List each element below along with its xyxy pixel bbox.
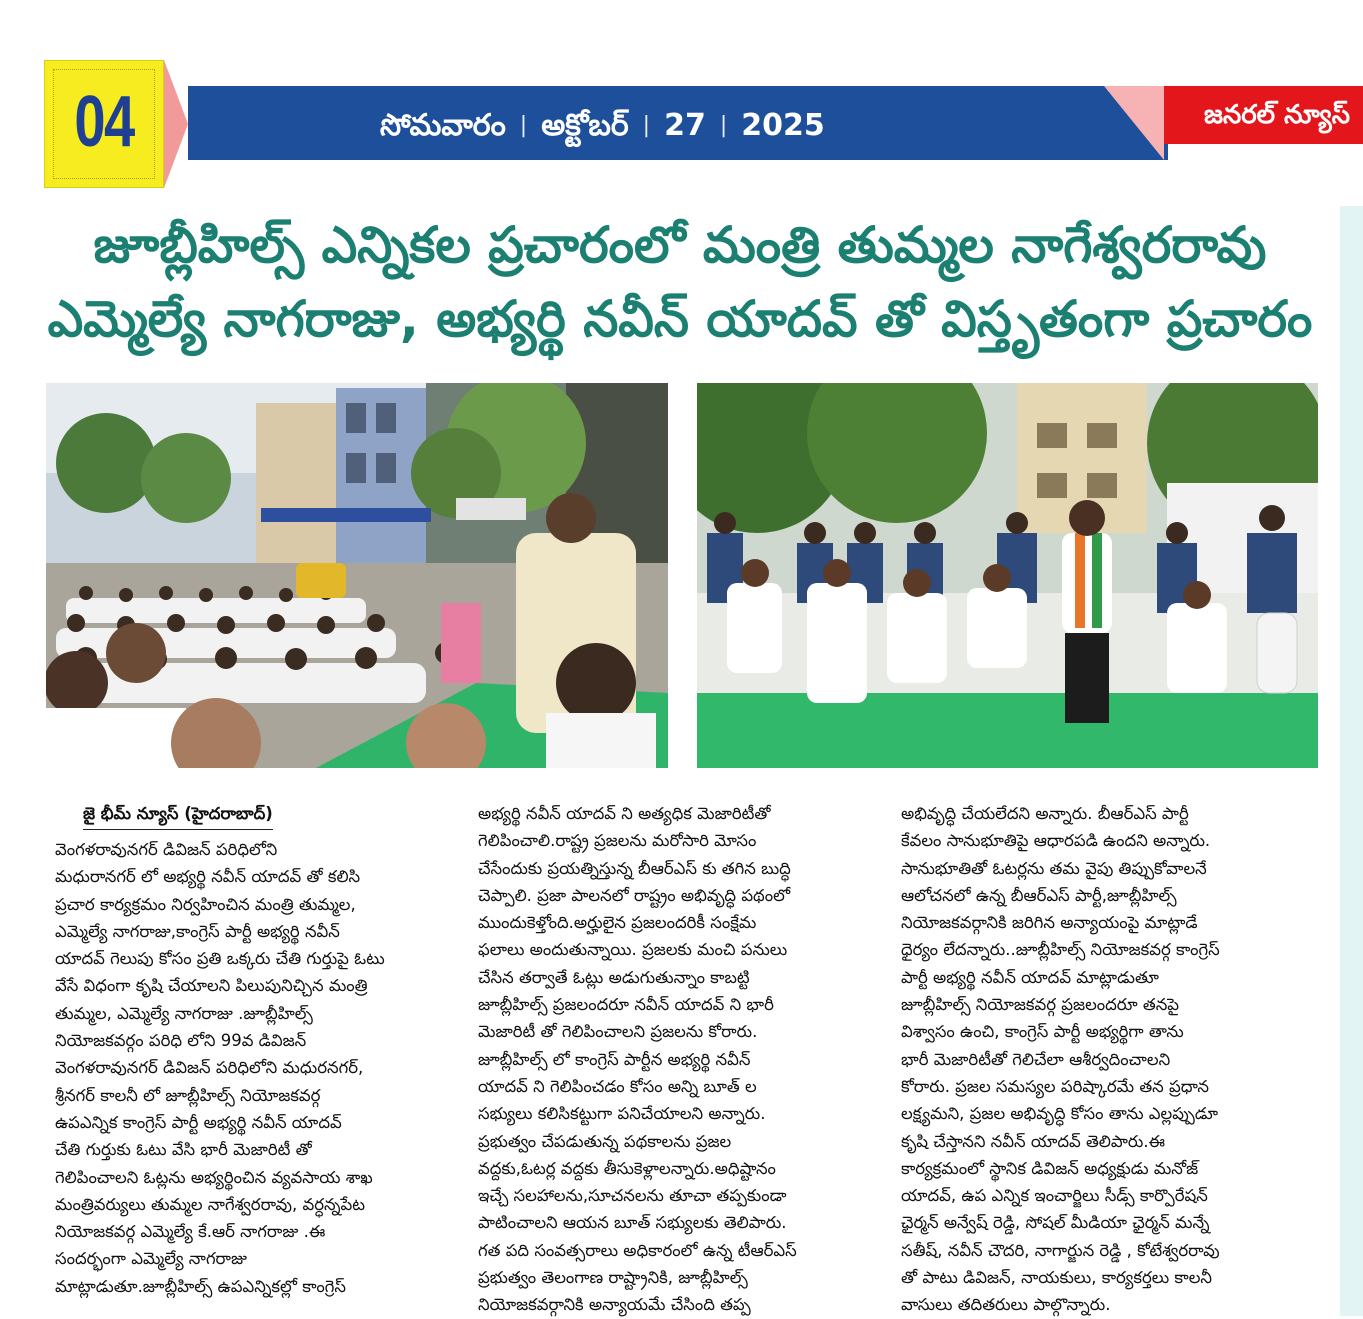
article-column-2 [478,800,878,1319]
issue-date [380,96,825,154]
date-separator: | [642,112,651,138]
date-month: అక్టోబర్ [541,107,629,143]
date-year: 2025 [741,107,825,143]
section-tag-label: జనరల్ న్యూస్ [1204,100,1350,130]
article-column-1 [55,800,455,1300]
byline: జై భీమ్ న్యూస్ (హైదరాబాద్) [83,800,273,830]
tag-wedge [1104,86,1164,160]
date-day: 27 [664,107,706,143]
headline-line-2: ఎమ్మెల్యే నాగరాజు, అభ్యర్థి నవీన్ యాదవ్ తో విస్తృతంగా ప్రచారం [47,290,1313,348]
headline-line-1: జూబ్లీహిల్స్ ఎన్నికల ప్రచారంలో మంత్రి తుమ్మల నాగేశ్వరరావు [93,216,1267,274]
date-weekday: సోమవారం [380,107,506,143]
page-number: 04 [74,82,134,162]
article-column-3-text: అభివృద్ధి చేయలేదని అన్నారు. బీఆర్ఎస్ పార్టీ కేవలం సానుభూతిపై ఆధారపడి ఉందని అన్నారు. సానుభూతితో ఓటర్లను తమ వైపు తిప్పుకోవాలనే ఆలోచనలో ఉన్న బీఆర్ఎస్ పార్టీ,జూబ్లీహిల్స్ నియోజకవర్గానికి జరిగిన అన్యాయంపై మాట్లాడే ధైర్యం లేదన్నారు..జూబ్లీహిల్స్ నియోజకవర్గ కాంగ్రెస్ పార్టీ అభ్యర్థి నవీన్ యాదవ్ మాట్లాడుతూ జూబ్లీహిల్స్ నియోజకవర్గ ప్రజలందరూ తనపై విశ్వాసం ఉంచి, కాంగ్రెస్ పార్టీ అభ్యర్థిగా తాను భారీ మెజారిటీతో గెలిచేలా ఆశీర్వదించాలని కోరారు. ప్రజల సమస్యల పరిష్కారమే తన ప్రధాన లక్ష్యమని, ప్రజల అభివృద్ధి కోసం తాను ఎల్లప్పుడూ కృషి చేస్తానని నవీన్ యాదవ్ తెలిపారు.ఈ కార్యక్రమంలో స్థానిక డివిజన్ అధ్యక్షుడు మనోజ్ యాదవ్, ఉప ఎన్నిక ఇంచార్జిలు సీడ్స్ కార్పొరేషన్ ఛైర్మన్ అన్వేష్ రెడ్డి, సోషల్ మీడియా ఛైర్మన్ మన్నే సతీష్, నవీన్ చౌదరి, నాగార్జున రెడ్డి , కోటేశ్వరరావు తో పాటు డివిజన్, నాయకులు, కార్యకర్తలు కాలనీ వాసులు తదితరులు పాల్గొన్నారు. [901,804,1220,1315]
section-tag [1164,86,1363,144]
rally-street-photo [46,383,668,768]
article-column-2-text: అభ్యర్థి నవీన్ యాదవ్ ని అత్యధిక మెజారిటీతో గెలిపించాలి.రాష్ట్ర ప్రజలను మరోసారి మోసం చేసేందుకు ప్రయత్నిస్తున్న బీఆర్ఎస్ కు తగిన బుద్ధి చెప్పాలి. ప్రజా పాలనలో రాష్ట్రం అభివృద్ధి పథంలో ముందుకెళ్తోంది.అర్హులైన ప్రజలందరికీ సంక్షేమ ఫలాలు అందుతున్నాయి. ప్రజలకు మంచి పనులు చేసిన తర్వాతే ఓట్లు అడుగుతున్నాం కాబట్టి జూబ్లీహిల్స్ ప్రజలందరూ నవీన్ యాదవ్ ని భారీ మెజారిటీ తో గెలిపించాలని ప్రజలను కోరారు. జూబ్లీహిల్స్ లో కాంగ్రెస్ పార్టీన అభ్యర్థి నవీన్ యాదవ్ ని గెలిపించడం కోసం అన్ని బూత్ ల సభ్యులు కలిసికట్టుగా పనిచేయాలని అన్నారు. ప్రభుత్వం చేపడుతున్న పథకాలను ప్రజల వద్దకు,ఓటర్ల వద్దకు తీసుకెళ్లాలన్నారు.అధిష్టానం ఇచ్చే సలహాలను,సూచనలను తూచా తప్పకుండా పాటించాలని ఆయన బూత్ సభ్యులకు తెలిపారు. గత పది సంవత్సరాలు అధికారంలో ఉన్న టీఆర్ఎస్ ప్రభుత్వం తెలంగాణ రాష్ట్రానికి, జూబ్లీహిల్స్ నియోజకవర్గానికి అన్యాయమే చేసింది తప్ప [478,804,797,1315]
date-separator: | [719,112,728,138]
page-number-flag [164,60,188,188]
article-column-3 [901,800,1301,1319]
date-separator: | [519,112,528,138]
article-column-1-text: వెంగళరావునగర్ డివిజన్ పరిధిలోని మధురానగర్ లో అభ్యర్థి నవీన్ యాదవ్ తో కలిసి ప్రచార కార్యక్రమం నిర్వహించిన మంత్రి తుమ్మల, ఎమ్మెల్యే నాగరాజు,కాంగ్రెస్ పార్టీ అభ్యర్థి నవీన్ యాదవ్ గెలుపు కోసం ప్రతి ఒక్కరు చేతి గుర్తుపై ఓటు వేసే విధంగా కృషి చేయాలని పిలుపునిచ్చిన మంత్రి తుమ్మల, ఎమ్మెల్యే నాగరాజు .జూబ్లీహిల్స్ నియోజకవర్గం పరిధి లోని 99వ డివిజన్ వెంగళరావునగర్ డివిజన్ పరిధిలోని మధురనగర్, శ్రీనగర్ కాలనీ లో జూబ్లీహిల్స్ నియోజకవర్గ ఉపఎన్నిక కాంగ్రెస్ పార్టీ అభ్యర్థి నవీన్ యాదవ్ చేతి గుర్తుకు ఓటు వేసి భారీ మెజారిటీ తో గెలిపించాలని ఓట్లను అభ్యర్థించిన వ్యవసాయ శాఖ మంత్రివర్యులు తుమ్మల నాగేశ్వరరావు, వర్ధన్నపేట నియోజకవర్గ ఎమ్మెల్యే కే.ఆర్ నాగరాజు .ఈ సందర్భంగా ఎమ్మెల్యే నాగరాజు మాట్లాడుతూ.జూబ్లీహిల్స్ ఉపఎన్నికల్లో కాంగ్రెస్ [55,840,385,1296]
right-margin-strip [1340,206,1363,1316]
stage-meeting-photo [697,383,1318,768]
